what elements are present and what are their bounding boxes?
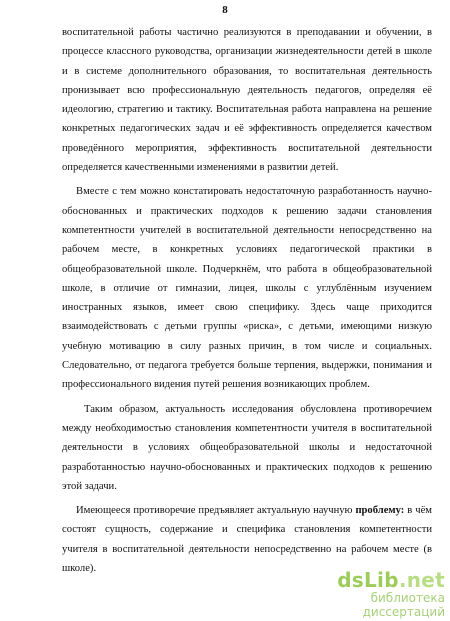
paragraph-4-lead: Имеющееся противоречие предъявляет актуальную научную: [76, 505, 356, 517]
paragraph-3: Таким образом, актуальность исследования обусловлена противоречием между необходимостью становления компетентности учителя в воспитательной деятельности в условиях общеобразовательной школы и недостаточной разработанностью научно-обоснованных и практических подходов к решению этой задачи.: [62, 403, 432, 492]
page-number: 8: [222, 4, 228, 16]
document-body: [62, 23, 432, 578]
paragraph-4: [62, 501, 432, 578]
paragraph-1: воспитательной работы частично реализуются в преподавании и обучении, в процессе классного руководства, организации жизнедеятельности детей в школе и в системе дополнительного образования, то воспитательная деятельность пронизывает всю профессиональную деятельность педагогов, определяя её идеологию, стратегию и тактику. Воспитательная работа направлена на решение конкретных педагогических задач и её эффективность определяется качеством проведённого мероприятия, эффективность воспитательной деятельности определяется качественными изменениями в развитии детей.: [62, 27, 432, 174]
watermark-logo: [285, 569, 445, 591]
watermark: [285, 569, 445, 619]
paragraph-2: Вместе с тем можно констатировать недостаточную разработанность научно-обоснованных и практических подходов к решению задачи становления компетентности учителей в воспитательной деятельности непосредственно на рабочем месте, в конкретных условиях педагогической практики в общеобразовательной школе. Подчеркнём, что работа в общеобразовательной школе, в отличие от гимназии, лицея, школы с углублённым изучением иностранных языков, имеет свою специфику. Здесь чаще приходится взаимодействовать с детьми группы «риска», с детьми, имеющими низкую учебную мотивацию в силу разных причин, в том числе и социальных. Следовательно, от педагога требуется больше терпения, выдержки, понимания и профессионального видения путей решения возникающих проблем.: [62, 186, 432, 391]
paragraph-4-rest: в чём состоят сущность, содержание и специфика становления компетентности учителя в воспитательной деятельности непосредственно на рабочем месте (в школе).: [62, 505, 432, 575]
watermark-logo-main: dsLib: [337, 568, 399, 592]
watermark-logo-suffix: .net: [398, 568, 445, 592]
problem-keyword: проблему:: [355, 505, 405, 517]
watermark-tagline: библиотека диссертаций: [362, 591, 445, 619]
